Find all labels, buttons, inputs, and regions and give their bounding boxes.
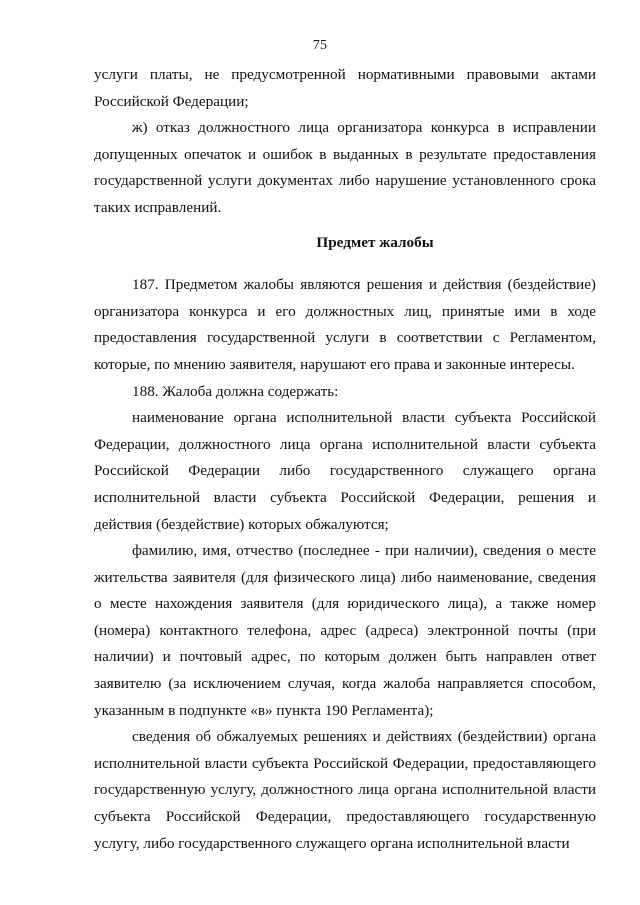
paragraph-appealed-decisions: сведения об обжалуемых решениях и действиях (бездействии) органа исполнительной власти субъекта Российской Федерации, предоставляющего государственную услугу, должностного лица органа исполнительной власти субъекта Российской Федерации, предоставляющего государственную услугу, либо государственного служащего органа исполнительной власти [94, 728, 596, 852]
paragraph-applicant-details: фамилию, имя, отчество (последнее - при наличии), сведения о месте жительства заявителя (для физического лица) либо наименование, сведения о месте нахождения заявителя (для юридического лица), а также номер (номера) контактного телефона, адрес (адреса) электронной почты (при наличии) и почтовый адрес, по которым должен быть направлен ответ заявителю (за исключением случая, когда жалоба направляется способом, указанным в подпункте «в» пункта 190 Регламента); [94, 542, 596, 719]
document-body [94, 62, 596, 857]
paragraph-item-zh: ж) отказ должностного лица организатора конкурса в исправлении допущенных опечаток и ошибок в выданных в результате предоставления государственной услуги документах либо нарушение установленного срока таких исправлений. [94, 119, 596, 216]
paragraph-188: 188. Жалоба должна содержать: [132, 382, 339, 400]
section-heading: Предмет жалобы [316, 233, 434, 251]
paragraph-187: 187. Предметом жалобы являются решения и действия (бездействие) организатора конкурса и его должностных лиц, принятые ими в ходе предоставления государственной услуги в соответствии с Регламентом, которые, по мнению заявителя, нарушают его права и законные интересы. [94, 276, 596, 373]
paragraph-authority-name: наименование органа исполнительной власти субъекта Российской Федерации, должностного лица органа исполнительной власти субъекта Российской Федерации либо государственного служащего органа исполнительной власти субъекта Российской Федерации, решения и действия (бездействие) которых обжалуются; [94, 409, 596, 533]
paragraph-continuation: услуги платы, не предусмотренной нормативными правовыми актами Российской Федерации; [94, 66, 596, 110]
page-number: 75 [312, 38, 328, 53]
